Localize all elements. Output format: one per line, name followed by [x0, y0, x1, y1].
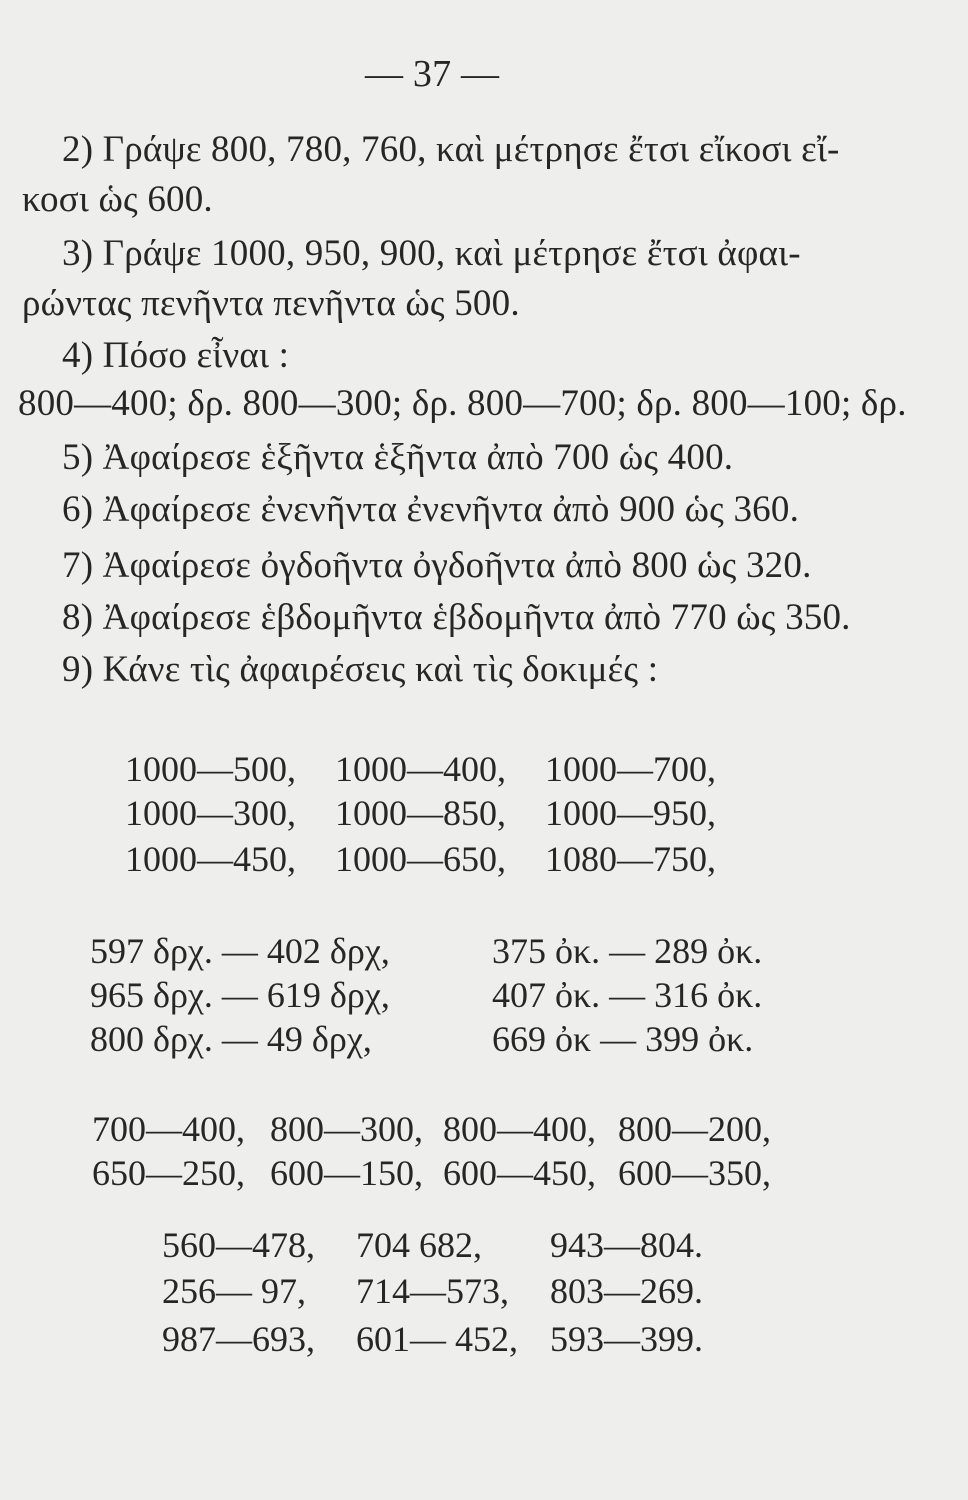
problem: 800—200,: [618, 1109, 771, 1149]
problem: 1000—450,: [125, 839, 296, 879]
exercise-4-prompt: 4) Πόσο εἶναι :: [62, 335, 290, 376]
problem: 593—399.: [550, 1319, 703, 1359]
exercise-5: 5) Ἀφαίρεσε ἑξῆντα ἑξῆντα ἀπὸ 700 ὡς 400.: [62, 437, 734, 478]
problem: 1080—750,: [545, 839, 716, 879]
exercise-3-line-1: 3) Γράψε 1000, 950, 900, καὶ μέτρησε ἔτσι ἀφαι-: [62, 233, 801, 274]
problem: 1000—850,: [335, 793, 506, 833]
problem: 800—400,: [443, 1109, 596, 1149]
problem: 407 ὀκ. — 316 ὀκ.: [492, 975, 763, 1015]
problem: 600—450,: [443, 1153, 596, 1193]
problem: 965 δρχ. — 619 δρχ,: [90, 975, 390, 1015]
exercise-6: 6) Ἀφαίρεσε ἐνενῆντα ἐνενῆντα ἀπὸ 900 ὡς 360.: [62, 489, 800, 530]
problem: 375 ὀκ. — 289 ὀκ.: [492, 931, 763, 971]
problem: 600—350,: [618, 1153, 771, 1193]
exercise-3-line-2: ρώντας πενῆντα πενῆντα ὡς 500.: [22, 283, 520, 324]
problem: 650—250,: [92, 1153, 245, 1193]
exercise-8: 8) Ἀφαίρεσε ἑβδομῆντα ἑβδομῆντα ἀπὸ 770 ὡς 350.: [62, 597, 851, 638]
page-number: — 37 —: [365, 53, 500, 95]
problem: 1000—700,: [545, 749, 716, 789]
problem: 800 δρχ. — 49 δρχ,: [90, 1019, 372, 1059]
problem: 800—300,: [270, 1109, 423, 1149]
problem: 714—573,: [356, 1271, 509, 1311]
exercise-4-expressions: 800—400; δρ. 800—300; δρ. 800—700; δρ. 800—100; δρ.: [18, 383, 907, 424]
problem: 600—150,: [270, 1153, 423, 1193]
exercise-2-line-2: κοσι ὡς 600.: [22, 179, 213, 220]
problem: 669 ὀκ — 399 ὀκ.: [492, 1019, 754, 1059]
problem: 1000—300,: [125, 793, 296, 833]
problem: 987—693,: [162, 1319, 315, 1359]
problem: 256— 97,: [162, 1271, 306, 1311]
problem: 1000—500,: [125, 749, 296, 789]
problem: 1000—650,: [335, 839, 506, 879]
exercise-2-line-1: 2) Γράψε 800, 780, 760, καὶ μέτρησε ἔτσι εἴκοσι εἴ-: [62, 129, 840, 170]
problem: 1000—950,: [545, 793, 716, 833]
problem: 560—478,: [162, 1225, 315, 1265]
exercise-9: 9) Κάνε τὶς ἀφαιρέσεις καὶ τὶς δοκιμές :: [62, 649, 659, 690]
problem: 700—400,: [92, 1109, 245, 1149]
problem: 597 δρχ. — 402 δρχ,: [90, 931, 390, 971]
problem: 1000—400,: [335, 749, 506, 789]
problem: 601— 452,: [356, 1319, 518, 1359]
exercise-7: 7) Ἀφαίρεσε ὀγδοῆντα ὀγδοῆντα ἀπὸ 800 ὡς 320.: [62, 545, 812, 586]
problem: 803—269.: [550, 1271, 703, 1311]
problem: 943—804.: [550, 1225, 703, 1265]
problem: 704 682,: [356, 1225, 482, 1265]
